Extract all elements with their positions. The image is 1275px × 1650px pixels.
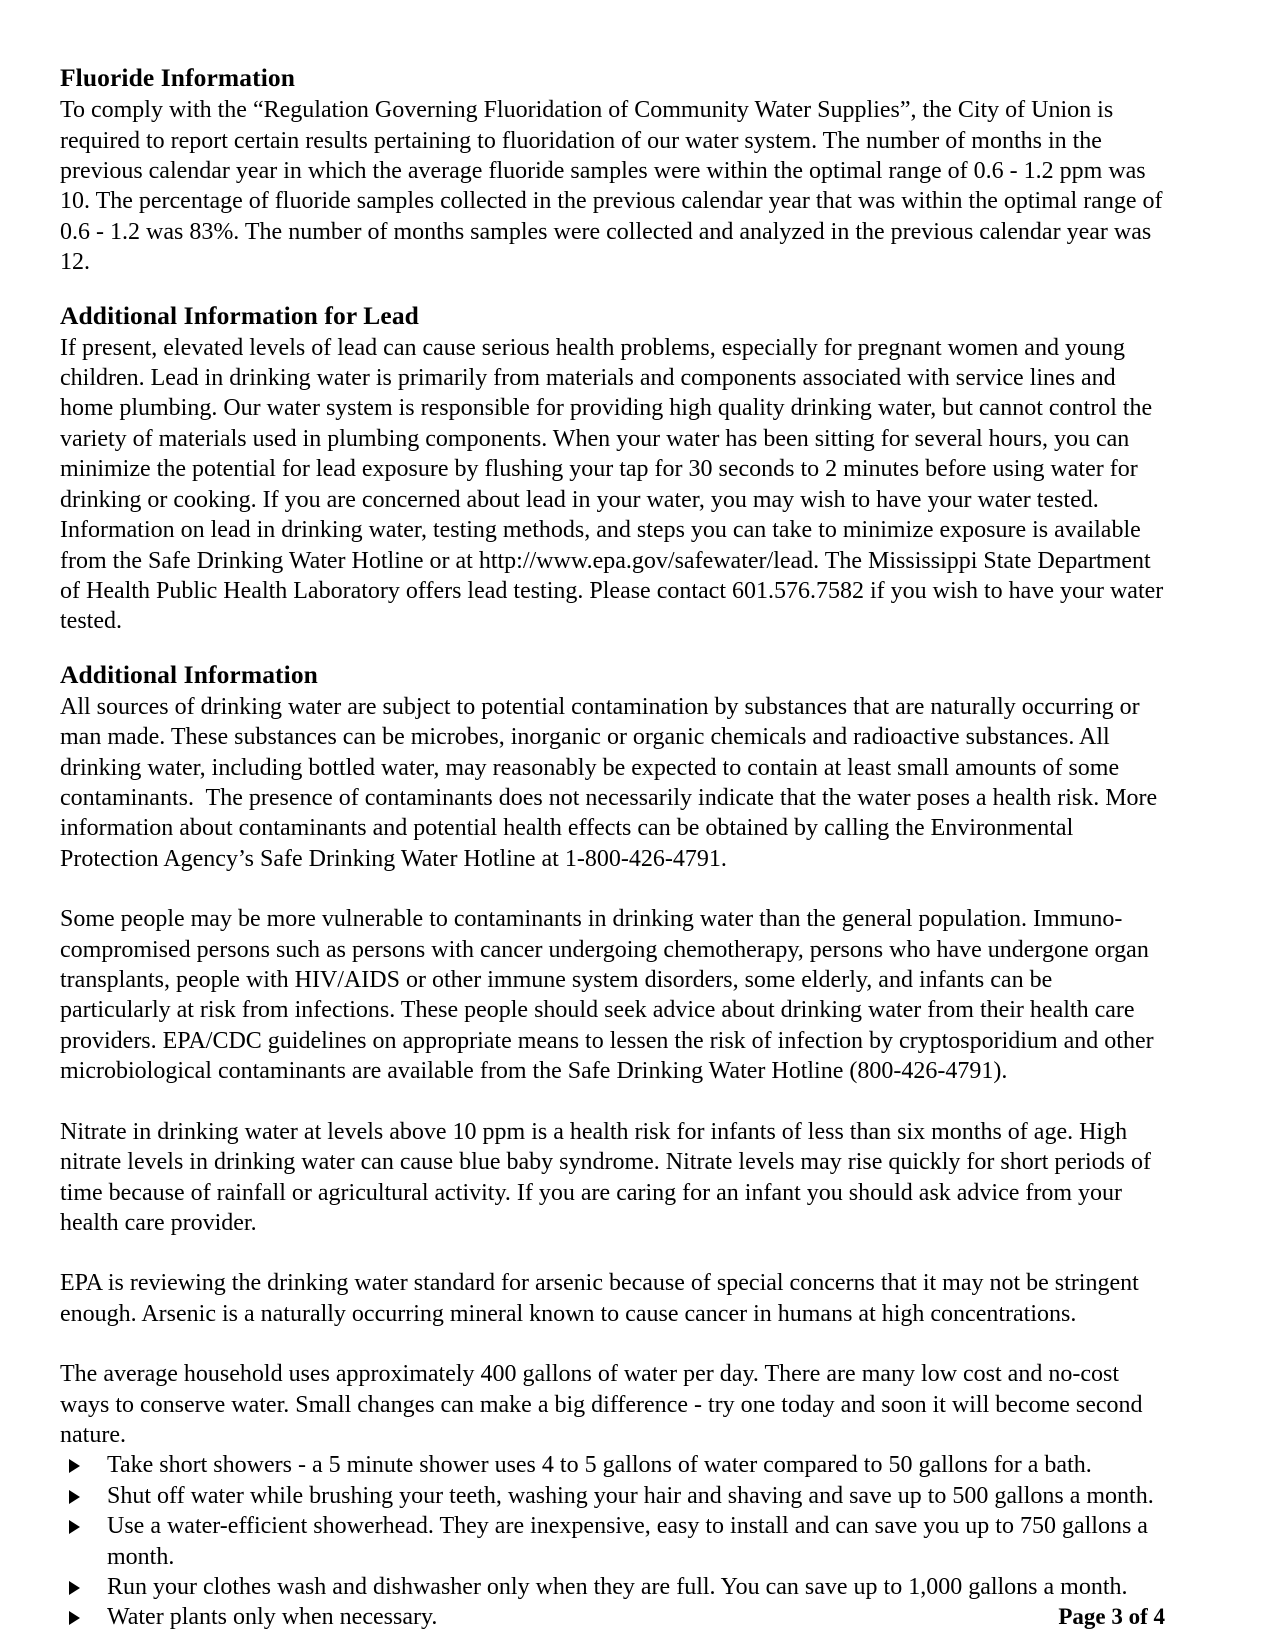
paragraph-water-conservation: The average household uses approximately 400 gallons of water per day. There are many low cost and no-cost ways to conserve water. Small changes can make a big difference - try one today and soon it will become second nature. <box>60 1361 1149 1448</box>
section-additional-information-for-lead <box>60 300 1170 637</box>
list-item <box>60 1511 1165 1572</box>
paragraph-fluoride-body: To comply with the “Regulation Governing Fluoridation of Community Water Supplies”, the City of Union is required to report certain results pertaining to fluoridation of our water system. The number of months in the previous calendar year in which the average fluoride samples were within the optimal range of 0.6 - 1.2 ppm was 10. The percentage of fluoride samples collected in the previous calendar year that was within the optimal range of 0.6 - 1.2 was 83%. The number of months samples were collected and analyzed in the previous calendar year was 12. <box>60 97 1169 276</box>
paragraph-arsenic: EPA is reviewing the drinking water standard for arsenic because of special concerns that it may not be stringent enough. Arsenic is a naturally occurring mineral known to cause cancer in humans at high concentrations. <box>60 1270 1145 1327</box>
list-item <box>60 1602 1165 1632</box>
triangle-bullet-icon <box>68 1572 82 1602</box>
document-content <box>60 62 1170 1633</box>
triangle-bullet-icon <box>68 1602 82 1632</box>
section-heading-lead: Additional Information for Lead <box>60 300 419 330</box>
triangle-bullet-icon <box>68 1511 82 1541</box>
paragraph-nitrate: Nitrate in drinking water at levels above 10 ppm is a health risk for infants of less than six months of age. High nitrate levels in drinking water can cause blue baby syndrome. Nitrate levels may rise quickly for short periods of time because of rainfall or agricultural activity. If you are caring for an infant you should ask advice from your health care provider. <box>60 1118 1158 1236</box>
section-additional-information <box>60 659 1165 1633</box>
section-heading-fluoride: Fluoride Information <box>60 63 296 92</box>
conservation-tip-text: Run your clothes wash and dishwasher only when they are full. You can save up to 1,000 gallons a month. <box>107 1573 1128 1600</box>
list-item <box>60 1481 1165 1511</box>
conservation-tip-text: Use a water-efficient showerhead. They are inexpensive, easy to install and can save you up to 750 gallons a month. <box>107 1513 1148 1570</box>
triangle-bullet-icon <box>68 1450 82 1480</box>
conservation-tip-text: Take short showers - a 5 minute shower uses 4 to 5 gallons of water compared to 50 gallons for a bath. <box>107 1452 1092 1479</box>
list-item <box>60 1450 1165 1480</box>
paragraph-sources-of-drinking-water: All sources of drinking water are subject to potential contamination by substances that are naturally occurring or man made. These substances can be microbes, inorganic or organic chemicals and radioactive substances. All drinking water, including bottled water, may reasonably be expected to contain at least small amounts of some contaminants. The presence of contaminants does not necessarily indicate that the water poses a health risk. More information about contaminants and potential health effects can be obtained by calling the Environmental Protection Agency’s Safe Drinking Water Hotline at 1-800-426-4791. <box>60 693 1164 872</box>
paragraph-lead-body: If present, elevated levels of lead can cause serious health problems, especially for pregnant women and young children. Lead in drinking water is primarily from materials and components associated with service lines and home plumbing. Our water system is responsible for providing high quality drinking water, but cannot control the variety of materials used in plumbing components. When your water has been sitting for several hours, you can minimize the potential for lead exposure by flushing your tap for 30 seconds to 2 minutes before using water for drinking or cooking. If you are concerned about lead in your water, you may wish to have your water tested. Information on lead in drinking water, testing methods, and steps you can take to minimize exposure is available from the Safe Drinking Water Hotline or at http://www.epa.gov/safewater/lead. The Mississippi State Department of Health Public Health Laboratory offers lead testing. Please contact 601.576.7582 if you wish to have your water tested. <box>60 334 1170 635</box>
conservation-tip-text: Water plants only when necessary. <box>107 1604 438 1631</box>
conservation-tip-text: Shut off water while brushing your teeth, washing your hair and shaving and save up to 500 gallons a month. <box>107 1482 1154 1509</box>
paragraph-vulnerable-populations: Some people may be more vulnerable to contaminants in drinking water than the general population. Immuno-compromised persons such as persons with cancer undergoing chemotherapy, persons who have undergone organ transplants, people with HIV/AIDS or other immune system disorders, some elderly, and infants can be particularly at risk from infections. These people should seek advice about drinking water from their health care providers. EPA/CDC guidelines on appropriate means to lessen the risk of infection by cryptosporidium and other microbiological contaminants are available from the Safe Drinking Water Hotline (800-426-4791). <box>60 906 1160 1085</box>
triangle-bullet-icon <box>68 1481 82 1511</box>
page-number-footer: Page 3 of 4 <box>1058 1604 1165 1630</box>
section-fluoride-information <box>60 62 1169 278</box>
conservation-tips-list <box>60 1450 1165 1632</box>
list-item <box>60 1572 1165 1602</box>
section-heading-additional: Additional Information <box>60 659 318 689</box>
